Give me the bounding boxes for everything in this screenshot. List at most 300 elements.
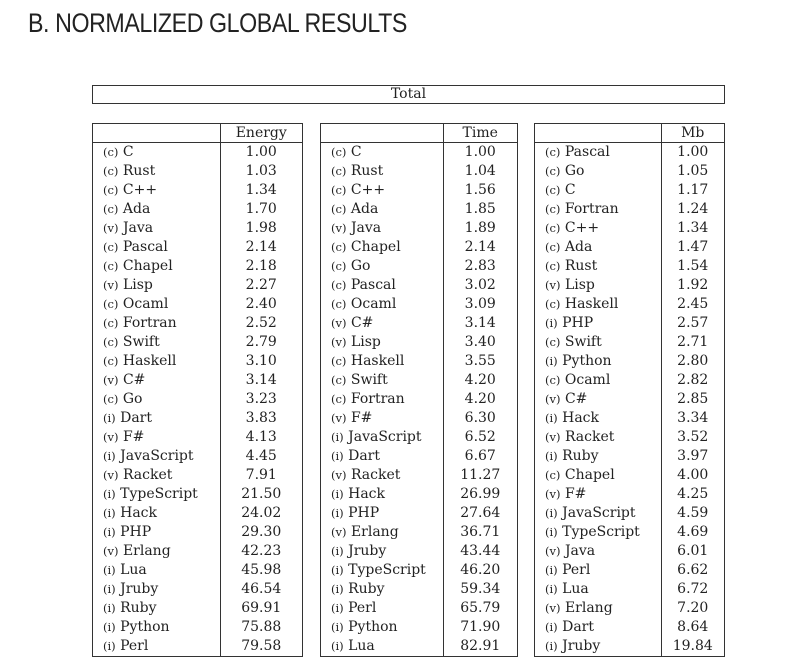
table-row [93, 428, 302, 447]
language-cell [93, 276, 220, 295]
language-cell [535, 447, 661, 466]
value-cell: 6.67 [443, 447, 517, 466]
language-cell [535, 238, 661, 257]
language-cell [321, 428, 443, 447]
language-cell [321, 219, 443, 238]
time-table [321, 124, 517, 656]
language-name: Ocaml [564, 372, 611, 388]
language-cell [535, 580, 661, 599]
language-name: Hack [120, 505, 157, 521]
language-name: PHP [348, 505, 380, 521]
paradigm-tag: (v) [103, 373, 119, 387]
value-cell: 1.00 [661, 143, 724, 163]
language-cell [93, 637, 220, 656]
paradigm-tag: (c) [545, 202, 561, 216]
table-row [321, 523, 517, 542]
table-row [93, 333, 302, 352]
paradigm-tag: (c) [331, 278, 347, 292]
paradigm-tag: (c) [331, 354, 347, 368]
language-name: TypeScript [348, 562, 426, 578]
paradigm-tag: (i) [103, 411, 116, 425]
language-cell [321, 618, 443, 637]
value-cell: 3.14 [443, 314, 517, 333]
table-row [93, 485, 302, 504]
value-cell: 1.24 [661, 200, 724, 219]
paradigm-tag: (i) [331, 601, 344, 615]
paradigm-tag: (v) [103, 544, 119, 558]
value-cell: 1.00 [443, 143, 517, 163]
value-cell: 2.71 [661, 333, 724, 352]
language-cell [321, 599, 443, 618]
value-cell: 3.83 [220, 409, 302, 428]
language-cell [93, 200, 220, 219]
table-row [93, 238, 302, 257]
language-name: Jruby [562, 638, 601, 654]
table-row [535, 485, 724, 504]
language-cell [321, 561, 443, 580]
value-cell: 46.54 [220, 580, 302, 599]
table-row [535, 447, 724, 466]
value-cell: 4.13 [220, 428, 302, 447]
language-name: Dart [348, 448, 380, 464]
language-cell [93, 314, 220, 333]
language-name: Haskell [122, 353, 177, 369]
language-name: Fortran [350, 391, 405, 407]
table-row [321, 428, 517, 447]
paradigm-tag: (i) [545, 506, 558, 520]
table-row [321, 542, 517, 561]
table-row [93, 162, 302, 181]
language-cell [93, 409, 220, 428]
language-cell [93, 257, 220, 276]
paradigm-tag: (i) [331, 563, 344, 577]
paradigm-tag: (c) [331, 240, 347, 254]
language-name: PHP [120, 524, 152, 540]
paradigm-tag: (c) [103, 145, 119, 159]
value-cell: 1.89 [443, 219, 517, 238]
language-cell [535, 371, 661, 390]
paradigm-tag: (c) [103, 202, 119, 216]
language-cell [535, 542, 661, 561]
value-cell: 1.03 [220, 162, 302, 181]
value-cell: 4.59 [661, 504, 724, 523]
table-row [321, 181, 517, 200]
language-name: Python [120, 619, 170, 635]
language-cell [535, 200, 661, 219]
paradigm-tag: (i) [331, 449, 344, 463]
language-name: Dart [562, 619, 594, 635]
value-cell: 6.52 [443, 428, 517, 447]
table-row [93, 219, 302, 238]
language-cell [535, 390, 661, 409]
value-cell: 3.34 [661, 409, 724, 428]
table-row [535, 181, 724, 200]
table-row [93, 276, 302, 295]
language-name: Ada [122, 201, 151, 217]
value-cell: 1.04 [443, 162, 517, 181]
table-row [93, 637, 302, 656]
paradigm-tag: (i) [103, 563, 116, 577]
language-name: TypeScript [562, 524, 640, 540]
table-row [93, 599, 302, 618]
language-name: C++ [350, 182, 386, 198]
paradigm-tag: (c) [545, 240, 561, 254]
paradigm-tag: (i) [331, 506, 344, 520]
language-cell [321, 162, 443, 181]
table-row [93, 504, 302, 523]
language-cell [535, 523, 661, 542]
paradigm-tag: (c) [545, 164, 561, 178]
value-cell: 6.72 [661, 580, 724, 599]
language-cell [93, 523, 220, 542]
section-heading: B. NORMALIZED GLOBAL RESULTS [28, 8, 407, 38]
language-cell [93, 295, 220, 314]
table-row [93, 257, 302, 276]
value-cell: 46.20 [443, 561, 517, 580]
language-cell [535, 428, 661, 447]
paradigm-tag: (v) [545, 278, 561, 292]
language-header [321, 124, 443, 143]
language-cell [93, 352, 220, 371]
table-row [321, 466, 517, 485]
paradigm-tag: (c) [545, 259, 561, 273]
value-cell: 2.40 [220, 295, 302, 314]
language-cell [321, 238, 443, 257]
table-row [93, 580, 302, 599]
language-cell [535, 618, 661, 637]
table-row [93, 143, 302, 163]
table-row [321, 371, 517, 390]
language-cell [321, 485, 443, 504]
table-row [321, 580, 517, 599]
language-cell [93, 542, 220, 561]
language-name: C++ [564, 220, 600, 236]
language-cell [321, 542, 443, 561]
language-cell [93, 504, 220, 523]
language-name: Jruby [120, 581, 159, 597]
language-cell [535, 409, 661, 428]
paradigm-tag: (i) [103, 582, 116, 596]
paradigm-tag: (v) [103, 221, 119, 235]
table-row [321, 143, 517, 163]
language-name: Swift [350, 372, 388, 388]
language-cell [93, 618, 220, 637]
paradigm-tag: (i) [545, 411, 558, 425]
language-cell [321, 466, 443, 485]
value-cell: 27.64 [443, 504, 517, 523]
language-cell [321, 447, 443, 466]
table-row [321, 257, 517, 276]
paradigm-tag: (v) [545, 601, 561, 615]
language-name: F# [122, 429, 145, 445]
language-name: Erlang [122, 543, 171, 559]
memory-header: Mb [661, 124, 724, 143]
paradigm-tag: (i) [103, 506, 116, 520]
value-cell: 1.05 [661, 162, 724, 181]
language-cell [321, 143, 443, 163]
value-cell: 75.88 [220, 618, 302, 637]
table-row [535, 295, 724, 314]
language-cell [93, 485, 220, 504]
value-cell: 6.62 [661, 561, 724, 580]
paradigm-tag: (v) [331, 316, 347, 330]
language-name: Swift [122, 334, 160, 350]
paradigm-tag: (i) [103, 601, 116, 615]
paradigm-tag: (v) [103, 468, 119, 482]
total-caption: Total [92, 85, 725, 104]
language-cell [93, 371, 220, 390]
value-cell: 2.82 [661, 371, 724, 390]
language-name: C# [564, 391, 588, 407]
language-cell [93, 428, 220, 447]
value-cell: 2.52 [220, 314, 302, 333]
paradigm-tag: (c) [545, 297, 561, 311]
table-row [321, 447, 517, 466]
value-cell: 71.90 [443, 618, 517, 637]
language-cell [93, 238, 220, 257]
language-cell [535, 181, 661, 200]
paradigm-tag: (i) [331, 582, 344, 596]
language-cell [535, 504, 661, 523]
value-cell: 26.99 [443, 485, 517, 504]
language-name: Chapel [564, 467, 615, 483]
table-row [535, 599, 724, 618]
paradigm-tag: (i) [103, 487, 116, 501]
language-name: Fortran [564, 201, 619, 217]
language-cell [535, 143, 661, 163]
value-cell: 2.57 [661, 314, 724, 333]
value-cell: 59.34 [443, 580, 517, 599]
value-cell: 79.58 [220, 637, 302, 656]
language-cell [93, 219, 220, 238]
value-cell: 3.23 [220, 390, 302, 409]
value-cell: 45.98 [220, 561, 302, 580]
language-name: Chapel [350, 239, 401, 255]
value-cell: 1.34 [661, 219, 724, 238]
language-name: Erlang [350, 524, 399, 540]
value-cell: 42.23 [220, 542, 302, 561]
paradigm-tag: (c) [331, 259, 347, 273]
table-row [93, 371, 302, 390]
value-cell: 4.20 [443, 371, 517, 390]
value-cell: 3.97 [661, 447, 724, 466]
language-name: Rust [564, 258, 598, 274]
table-row [93, 409, 302, 428]
value-cell: 4.00 [661, 466, 724, 485]
language-name: Racket [564, 429, 615, 445]
value-cell: 6.01 [661, 542, 724, 561]
language-name: Hack [348, 486, 385, 502]
table-row [535, 143, 724, 163]
language-cell [93, 580, 220, 599]
table-row [535, 504, 724, 523]
language-name: Ocaml [350, 296, 397, 312]
paradigm-tag: (c) [103, 259, 119, 273]
energy-header: Energy [220, 124, 302, 143]
value-cell: 29.30 [220, 523, 302, 542]
table-row [321, 238, 517, 257]
language-cell [535, 561, 661, 580]
paradigm-tag: (c) [545, 373, 561, 387]
language-cell [535, 162, 661, 181]
language-name: Chapel [122, 258, 173, 274]
table-row [535, 523, 724, 542]
paradigm-tag: (c) [331, 202, 347, 216]
language-cell [321, 637, 443, 656]
language-name: Ruby [120, 600, 157, 616]
value-cell: 6.30 [443, 409, 517, 428]
language-cell [535, 314, 661, 333]
table-row [321, 599, 517, 618]
value-cell: 1.47 [661, 238, 724, 257]
language-cell [93, 333, 220, 352]
language-name: Lisp [122, 277, 153, 293]
value-cell: 1.85 [443, 200, 517, 219]
value-cell: 43.44 [443, 542, 517, 561]
table-row [535, 466, 724, 485]
table-row [321, 390, 517, 409]
language-name: Go [564, 163, 585, 179]
language-name: Java [122, 220, 154, 236]
table-row [321, 637, 517, 656]
language-name: C++ [122, 182, 158, 198]
table-row [93, 390, 302, 409]
paradigm-tag: (v) [545, 392, 561, 406]
language-name: Java [350, 220, 382, 236]
language-name: C [350, 144, 362, 160]
language-cell [93, 599, 220, 618]
language-name: JavaScript [120, 448, 194, 464]
language-cell [321, 580, 443, 599]
table-row [93, 200, 302, 219]
value-cell: 2.80 [661, 352, 724, 371]
paradigm-tag: (i) [545, 316, 558, 330]
language-cell [321, 200, 443, 219]
table-row [93, 618, 302, 637]
paradigm-tag: (c) [103, 297, 119, 311]
value-cell: 1.70 [220, 200, 302, 219]
language-cell [93, 390, 220, 409]
language-cell [321, 371, 443, 390]
language-name: C [564, 182, 576, 198]
language-cell [93, 162, 220, 181]
table-row [535, 542, 724, 561]
value-cell: 21.50 [220, 485, 302, 504]
value-cell: 2.27 [220, 276, 302, 295]
language-name: Rust [350, 163, 384, 179]
table-row [535, 618, 724, 637]
paradigm-tag: (i) [545, 620, 558, 634]
value-cell: 2.14 [220, 238, 302, 257]
table-row [321, 219, 517, 238]
language-header [535, 124, 661, 143]
value-cell: 24.02 [220, 504, 302, 523]
paradigm-tag: (c) [545, 335, 561, 349]
table-row [321, 333, 517, 352]
language-cell [93, 181, 220, 200]
paradigm-tag: (c) [331, 373, 347, 387]
language-name: Lua [562, 581, 589, 597]
paradigm-tag: (i) [545, 449, 558, 463]
paradigm-tag: (i) [331, 620, 344, 634]
value-cell: 2.14 [443, 238, 517, 257]
language-name: Perl [562, 562, 591, 578]
language-cell [535, 219, 661, 238]
table-row [93, 181, 302, 200]
time-header: Time [443, 124, 517, 143]
paradigm-tag: (i) [331, 487, 344, 501]
table-row [535, 561, 724, 580]
table-row [535, 409, 724, 428]
table-row [93, 447, 302, 466]
paradigm-tag: (i) [103, 449, 116, 463]
paradigm-tag: (v) [103, 430, 119, 444]
table-row [93, 466, 302, 485]
language-name: C# [122, 372, 146, 388]
paradigm-tag: (c) [331, 164, 347, 178]
language-cell [535, 485, 661, 504]
language-cell [321, 333, 443, 352]
paradigm-tag: (i) [545, 582, 558, 596]
language-name: Java [564, 543, 596, 559]
value-cell: 4.69 [661, 523, 724, 542]
language-name: Go [350, 258, 371, 274]
language-name: Ruby [562, 448, 599, 464]
table-row [535, 238, 724, 257]
language-cell [93, 466, 220, 485]
paradigm-tag: (i) [331, 639, 344, 653]
language-name: Racket [122, 467, 173, 483]
language-cell [321, 276, 443, 295]
paradigm-tag: (v) [545, 544, 561, 558]
value-cell: 8.64 [661, 618, 724, 637]
language-name: Pascal [122, 239, 168, 255]
table-row [321, 314, 517, 333]
paradigm-tag: (c) [545, 145, 561, 159]
language-cell [93, 447, 220, 466]
paradigm-tag: (c) [331, 392, 347, 406]
language-cell [93, 561, 220, 580]
paradigm-tag: (c) [103, 354, 119, 368]
table-row [535, 314, 724, 333]
value-cell: 82.91 [443, 637, 517, 656]
language-name: Python [562, 353, 612, 369]
paradigm-tag: (i) [103, 525, 116, 539]
language-cell [321, 257, 443, 276]
paradigm-tag: (c) [103, 335, 119, 349]
paradigm-tag: (v) [331, 525, 347, 539]
language-name: Ruby [348, 581, 385, 597]
paradigm-tag: (c) [545, 221, 561, 235]
value-cell: 7.91 [220, 466, 302, 485]
language-name: Racket [350, 467, 401, 483]
paradigm-tag: (c) [103, 164, 119, 178]
language-name: Fortran [122, 315, 177, 331]
value-cell: 7.20 [661, 599, 724, 618]
paradigm-tag: (c) [103, 316, 119, 330]
value-cell: 3.02 [443, 276, 517, 295]
table-row [321, 295, 517, 314]
value-cell: 3.55 [443, 352, 517, 371]
paradigm-tag: (v) [103, 278, 119, 292]
language-name: Swift [564, 334, 602, 350]
language-name: C [122, 144, 134, 160]
table-row [535, 580, 724, 599]
table-row [93, 352, 302, 371]
language-name: Lisp [564, 277, 595, 293]
language-name: Erlang [564, 600, 613, 616]
value-cell: 11.27 [443, 466, 517, 485]
